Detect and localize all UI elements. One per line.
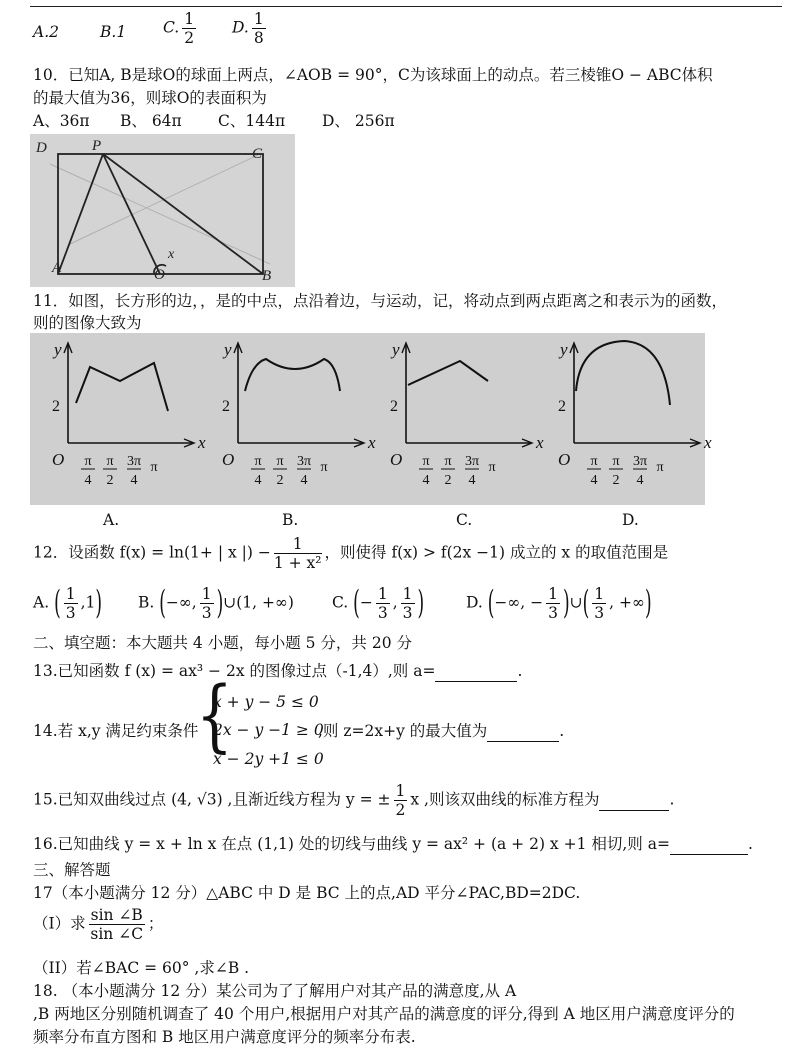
- q11-graph-panel: [30, 333, 712, 505]
- graph-c-y-label: y: [392, 340, 400, 359]
- graph-b-x-label: x: [368, 433, 376, 452]
- q14-constraint-2: 2x − y −1 ≥ 0: [213, 721, 324, 739]
- graph-b-tick-4: π: [320, 460, 328, 475]
- q14-suffix: ,则 z=2x+y 的最大值为 .: [318, 722, 565, 740]
- q12-option-a: A. ( $\frac{1}{3}$ ,1): [33, 584, 103, 623]
- q10-option-d: D、 256π: [322, 112, 395, 130]
- q14-brace: {: [196, 669, 233, 762]
- q10-option-a: A、36π: [33, 112, 90, 130]
- graph-b-y-tick-2: 2: [222, 398, 230, 415]
- q17-part2: （II）若∠BAC = 60° ,求∠B .: [33, 959, 250, 977]
- q9-option-c: C. $\frac{1}{2}$: [163, 10, 195, 47]
- graph-d-tick-3-den: 4: [636, 473, 644, 488]
- graph-b-y-label: y: [224, 340, 232, 359]
- graph-a-tick-2-num: π: [106, 454, 114, 469]
- graph-a-tick-3-den: 4: [130, 473, 138, 488]
- graph-c-tick-2-den: 2: [444, 473, 452, 488]
- fig-label-a: A: [52, 260, 62, 276]
- graph-d-y-label: y: [560, 340, 568, 359]
- q18-line1: 18. （本小题满分 12 分）某公司为了了解用户对其产品的满意度,从 A: [33, 982, 517, 1000]
- section-solve-heading: 三、解答题: [33, 861, 111, 879]
- graph-c-x-label: x: [536, 433, 544, 452]
- graph-a-origin-label: O: [52, 450, 65, 469]
- q14-prefix: 14.若 x,y 满足约束条件: [33, 722, 199, 740]
- graph-d-curve: [576, 341, 670, 405]
- graph-d-tick-2-den: 2: [612, 473, 620, 488]
- q15-answer-blank[interactable]: [599, 790, 669, 811]
- graph-d-tick-2-num: π: [612, 454, 620, 469]
- q9-option-b: B.1: [100, 23, 127, 41]
- graph-c-tick-4: π: [488, 460, 496, 475]
- q12-option-c: C. (− $\frac{1}{3}$ , $\frac{1}{3}$ ): [332, 584, 425, 623]
- graph-c-y-tick-2: 2: [390, 398, 398, 415]
- fig-label-d: D: [36, 140, 47, 156]
- q18-line3: 频率分布直方图和 B 地区用户满意度评分的频率分布表.: [33, 1028, 416, 1046]
- top-rule: [30, 6, 782, 7]
- graph-a-curve: [76, 363, 168, 411]
- graph-d-x-label: x: [704, 433, 712, 452]
- graph-d-tick-3-num: 3π: [632, 454, 648, 469]
- q10-text-line1: 10．已知A, B是球O的球面上两点，∠AOB = 90°，C为该球面上的动点。若三棱锥O − ABC体积: [33, 66, 713, 84]
- rectangle-figure: [30, 134, 295, 287]
- graph-a-tick-4: π: [150, 460, 158, 475]
- q11-text-line1: 11．如图，长方形的边，，是的中点，点沿着边，与运动，记，将动点到两点距离之和表示为的函数，: [33, 292, 727, 310]
- graph-b-tick-2-den: 2: [276, 473, 284, 488]
- q14-constraint-3: x − 2y +1 ≤ 0: [213, 750, 324, 768]
- fig-label-o: O: [154, 267, 165, 283]
- q14-answer-blank[interactable]: [487, 721, 559, 742]
- q18-line2: ,B 两地区分别随机调查了 40 个用户,根据用户对其产品的满意度的评分,得到 A 地区用户满意度评分的: [33, 1005, 735, 1023]
- fig-label-p: P: [92, 138, 102, 154]
- q17-part1: （I）求 $\frac{\sin \angle B}{\sin \angle C}$ ；: [33, 906, 164, 943]
- graph-b-tick-1-den: 4: [254, 473, 262, 488]
- graph-a-x-label: x: [198, 433, 206, 452]
- graph-c-tick-1-num: π: [422, 454, 430, 469]
- q15-stem: 15.已知双曲线过点 (4, √3) ,且渐近线方程为 y = ± $\frac{1}{2}$ x ,则该双曲线的标准方程为 .: [33, 782, 675, 819]
- graph-c-tick-1-den: 4: [422, 473, 430, 488]
- graph-b-curve: [245, 359, 340, 391]
- q11-graph-label-a: A.: [103, 511, 120, 529]
- graph-a-tick-3-num: 3π: [126, 454, 142, 469]
- q9-option-d: D. $\frac{1}{8}$: [232, 10, 264, 47]
- fig-label-b: B: [262, 268, 272, 284]
- fig-label-c: C: [252, 146, 263, 162]
- graph-a-tick-1-num: π: [84, 454, 92, 469]
- graph-c-curve: [408, 361, 488, 385]
- q17-line1: 17（本小题满分 12 分）△ABC 中 D 是 BC 上的点,AD 平分∠PAC,BD=2DC.: [33, 884, 581, 902]
- q14-constraint-1: x + y − 5 ≤ 0: [213, 693, 319, 711]
- q12-stem: 12．设函数 f(x) = ln(1+ | x |) − $\frac{1}{\text{1 + x²}}$ ，则使得 f(x) > f(2x −1) 成立的 x 的取值范围是: [33, 535, 669, 572]
- rectangle-figure-drawing: [30, 134, 295, 287]
- graph-d-y-tick-2: 2: [558, 398, 566, 415]
- graph-d-tick-1-den: 4: [590, 473, 598, 488]
- q11-text-line2: 则的图像大致为: [33, 314, 142, 332]
- q12-option-b: B. (−∞, $\frac{1}{3}$ )∪(1, +∞): [138, 584, 294, 623]
- q11-graph-label-b: B.: [282, 511, 299, 529]
- graph-c-tick-3-den: 4: [468, 473, 476, 488]
- q13-stem: 13.已知函数 f (x) = ax³ − 2x 的图像过点（-1,4）,则 a= .: [33, 662, 523, 680]
- graph-d-origin-label: O: [558, 450, 571, 469]
- graph-c-tick-3-num: 3π: [464, 454, 480, 469]
- q16-stem: 16.已知曲线 y = x + ln x 在点 (1,1) 处的切线与曲线 y = ax² + (a + 2) x +1 相切,则 a= .: [33, 835, 753, 853]
- q13-answer-blank[interactable]: [435, 661, 517, 682]
- q10-text-line2: 的最大值为36，则球O的表面积为: [33, 89, 267, 107]
- graph-c-origin-label: O: [390, 450, 403, 469]
- q9-option-a: A.2: [33, 23, 59, 41]
- graph-d-tick-1-num: π: [590, 454, 598, 469]
- graph-a-tick-1-den: 4: [84, 473, 92, 488]
- q10-option-b: B、 64π: [120, 112, 182, 130]
- graph-a-y-tick-2: 2: [52, 398, 60, 415]
- q16-answer-blank[interactable]: [670, 834, 748, 855]
- graph-b-tick-1-num: π: [254, 454, 262, 469]
- section-fill-in-heading: 二、填空题：本大题共 4 小题，每小题 5 分，共 20 分: [33, 634, 413, 652]
- graph-b-tick-3-num: 3π: [296, 454, 312, 469]
- graph-b-origin-label: O: [222, 450, 235, 469]
- q11-graph-label-c: C.: [456, 511, 473, 529]
- q10-option-c: C、144π: [218, 112, 286, 130]
- q12-option-d: D. (−∞, − $\frac{1}{3}$ )∪( $\frac{1}{3}$ , +∞): [466, 584, 652, 623]
- graph-c-tick-2-num: π: [444, 454, 452, 469]
- fig-label-x: x: [168, 247, 175, 262]
- graph-b-tick-3-den: 4: [300, 473, 308, 488]
- graph-d-tick-4: π: [656, 460, 664, 475]
- graph-a-y-label: y: [54, 340, 62, 359]
- graph-a-tick-2-den: 2: [106, 473, 114, 488]
- graph-b-tick-2-num: π: [276, 454, 284, 469]
- q11-graph-label-d: D.: [622, 511, 639, 529]
- q11-graphs: [30, 333, 712, 505]
